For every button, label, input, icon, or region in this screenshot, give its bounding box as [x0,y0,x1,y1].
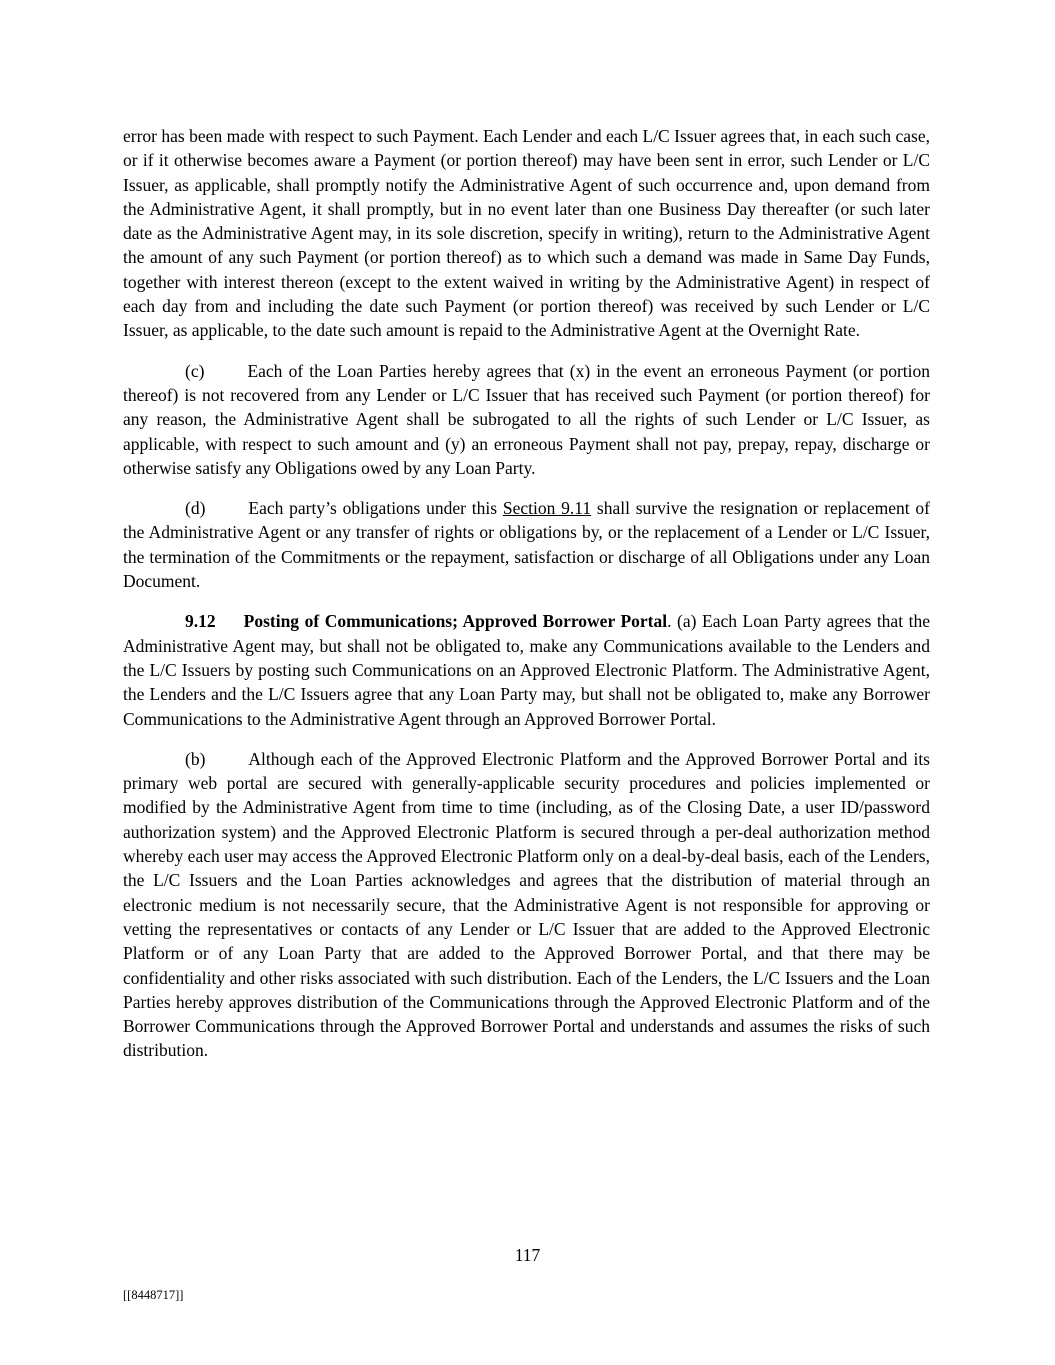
section-9-12-paragraph [123,609,930,730]
section-9-12-number: 9.12 [185,611,216,632]
paragraph-d-text-after: shall survive the resignation or replacement of the Administrative Agent or any transfer of rights or obligations by, or the replacement of a Lender or L/C Issuer, the termination of the Commitments or the repayment, satisfaction or discharge of all Obligations under any Loan Document. [123,498,930,592]
section-9-12-heading: Posting of Communications; Approved Borrower Portal [243,611,668,632]
paragraph-d [123,496,930,593]
page-number: 117 [514,1245,541,1265]
paragraph-b [123,747,930,1063]
document-body [123,124,930,1063]
paragraph-c [123,359,930,480]
document-id-stamp: [[8448717]] [123,1288,184,1302]
paragraph-b-label: (b) [185,748,206,769]
paragraph-text: error has been made with respect to such Payment. Each Lender and each L/C Issuer agrees that, in each such case, or if it otherwise becomes aware a Payment (or portion thereof) may have been sent in error, such Lender or L/C Issuer, as applicable, shall promptly notify the Administrative Agent of such occurrence and, upon demand from the Administrative Agent, it shall promptly, but in no event later than one Business Day thereafter (or such later date as the Administrative Agent may, in its sole discretion, specify in writing), return to the Administrative Agent the amount of any such Payment (or portion thereof) as to which such a demand was made in Same Day Funds, together with interest thereon (except to the extent waived in writing by the Administrative Agent) in respect of each day from and including the date such Payment (or portion thereof) was received by such Lender or L/C Issuer, as applicable, to the date such amount is repaid to the Administrative Agent at the Overnight Rate. [123,126,930,341]
paragraph-c-label: (c) [185,360,205,381]
section-9-12-text: . (a) Each Loan Party agrees that the Administrative Agent may, but shall not be obligated to, make any Communications available to the Lenders and the L/C Issuers by posting such Communications on an Approved Electronic Platform. The Administrative Agent, the Lenders and the L/C Issuers agree that any Loan Party may, but shall not be obligated to, make any Borrower Communications to the Administrative Agent through an Approved Borrower Portal. [123,611,930,729]
paragraph-continuation [123,124,930,343]
paragraph-d-text-before: Each party’s obligations under this [248,498,503,519]
section-9-11-reference: Section 9.11 [502,498,592,519]
paragraph-c-text: Each of the Loan Parties hereby agrees that (x) in the event an erroneous Payment (or portion thereof) is not recovered from any Lender or L/C Issuer that has received such Payment (or portion thereof) for any reason, the Administrative Agent shall be subrogated to all the rights of such Lender or L/C Issuer, as applicable, with respect to such amount and (y) an erroneous Payment shall not pay, prepay, repay, discharge or otherwise satisfy any Obligations owed by any Loan Party. [123,360,930,478]
paragraph-d-label: (d) [185,498,206,519]
paragraph-b-text: Although each of the Approved Electronic Platform and the Approved Borrower Portal and its primary web portal are secured with generally-applicable security procedures and policies implemented or modified by the Administrative Agent from time to time (including, as of the Closing Date, a user ID/password authorization system) and the Approved Electronic Platform is secured through a per-deal authorization method whereby each user may access the Approved Electronic Platform only on a deal-by-deal basis, each of the Lenders, the L/C Issuers and the Loan Parties acknowledges and agrees that the distribution of material through an electronic medium is not necessarily secure, that the Administrative Agent is not responsible for approving or vetting the representatives or contacts of any Lender or L/C Issuer that are added to the Approved Electronic Platform or of any Loan Party that are added to the Approved Borrower Portal, and that there may be confidentiality and other risks associated with such distribution. Each of the Lenders, the L/C Issuers and the Loan Parties hereby approves distribution of the Communications through the Approved Electronic Platform and of the Borrower Communications through the Approved Borrower Portal and understands and assumes the risks of such distribution. [123,748,930,1061]
